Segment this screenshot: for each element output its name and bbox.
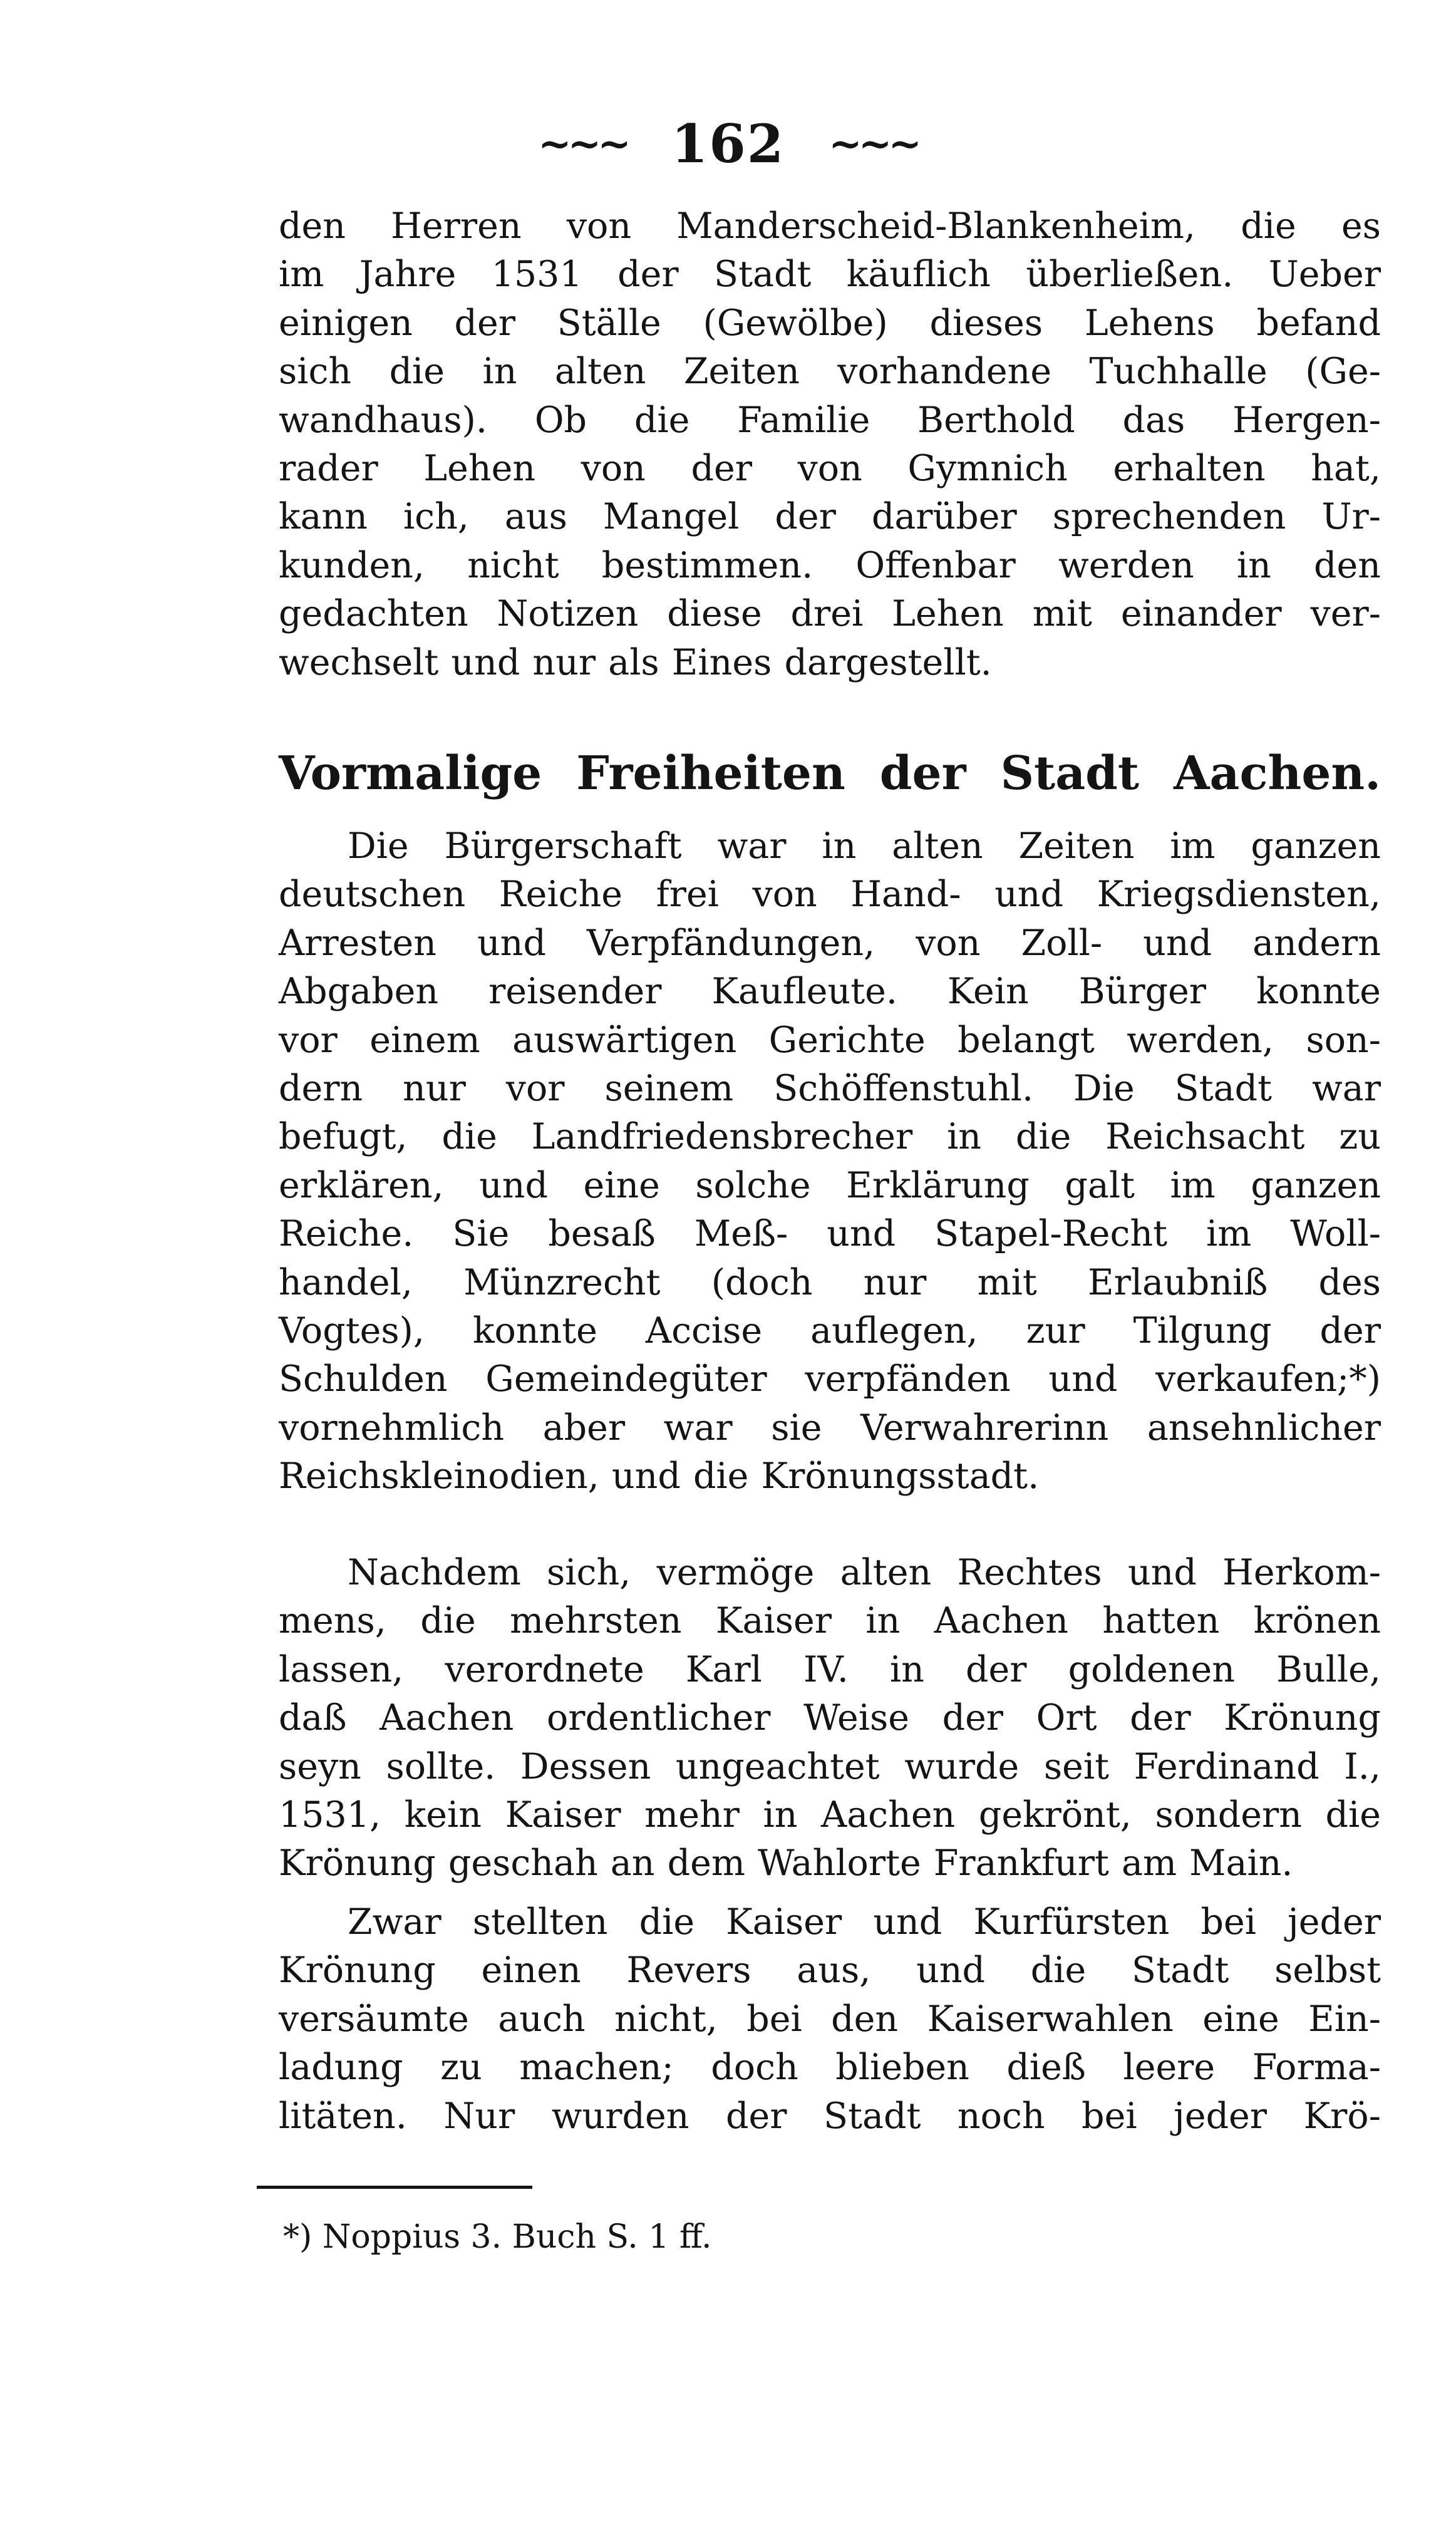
right-ornament: ~~~ (829, 120, 919, 167)
text-line: mens, die mehrsten Kaiser in Aachen hatten krönen (279, 1600, 1381, 1642)
text-line: 1531, kein Kaiser mehr in Aachen gekrönt, sondern die (279, 1794, 1381, 1836)
text-line: einigen der Ställe (Gewölbe) dieses Lehens befand (279, 302, 1381, 344)
text-line: kunden, nicht bestimmen. Offenbar werden in den (279, 544, 1381, 586)
text-line: Krönung geschah an dem Wahlorte Frankfurt am Main. (279, 1842, 1293, 1884)
paragraph-1 (279, 202, 1381, 687)
text-line: lassen, verordnete Karl IV. in der goldenen Bulle, (279, 1648, 1381, 1690)
text-line: befugt, die Landfriedensbrecher in die Reichsacht zu (279, 1116, 1381, 1158)
text-line: daß Aachen ordentlicher Weise der Ort der Krönung (279, 1697, 1381, 1739)
text-line: vornehmlich aber war sie Verwahrerinn ansehnlicher (279, 1407, 1381, 1449)
text-line: gedachten Notizen diese drei Lehen mit einander ver- (279, 593, 1381, 635)
text-line: Krönung einen Revers aus, und die Stadt selbst (279, 1950, 1381, 1992)
footnote-divider (257, 2186, 532, 2189)
text-line: den Herren von Manderscheid-Blankenheim, die es (279, 205, 1381, 247)
text-line: deutschen Reiche frei von Hand- und Kriegsdiensten, (279, 874, 1381, 916)
text-line: im Jahre 1531 der Stadt käuflich überließen. Ueber (279, 254, 1381, 296)
text-line: seyn sollte. Dessen ungeachtet wurde seit Ferdinand I., (279, 1745, 1381, 1787)
paragraph-3 (279, 1549, 1381, 1888)
paragraph-2 (279, 822, 1381, 1501)
text-line: erklären, und eine solche Erklärung galt im ganzen (279, 1164, 1381, 1206)
text-line: wechselt und nur als Eines dargestellt. (279, 641, 992, 683)
text-line: Arresten und Verpfändungen, von Zoll- und andern (279, 922, 1381, 964)
left-ornament: ~~~ (537, 120, 627, 167)
section-heading: Vormalige Freiheiten der Stadt Aachen. (279, 747, 1381, 800)
paragraph-4 (279, 1898, 1381, 2141)
text-line: handel, Münzrecht (doch nur mit Erlaubniß des (279, 1261, 1381, 1303)
text-line: Die Bürgerschaft war in alten Zeiten im ganzen (348, 825, 1381, 867)
text-line: vor einem auswärtigen Gerichte belangt werden, son- (279, 1019, 1381, 1061)
text-line: litäten. Nur wurden der Stadt noch bei jeder Krö- (279, 2095, 1381, 2137)
text-line: Reiche. Sie besaß Meß- und Stapel-Recht im Woll- (279, 1213, 1381, 1255)
text-line: versäumte auch nicht, bei den Kaiserwahlen eine Ein- (279, 1998, 1381, 2040)
text-line: Abgaben reisender Kaufleute. Kein Bürger konnte (279, 971, 1381, 1013)
text-line: Reichskleinodien, und die Krönungsstadt. (279, 1455, 1040, 1497)
page-header (0, 110, 1456, 178)
text-line: Nachdem sich, vermöge alten Rechtes und Herkom- (348, 1552, 1381, 1593)
text-line: wandhaus). Ob die Familie Berthold das Hergen- (279, 399, 1381, 441)
text-line: sich die in alten Zeiten vorhandene Tuchhalle (Ge- (279, 351, 1381, 393)
text-line: Vogtes), konnte Accise auflegen, zur Tilgung der (279, 1310, 1381, 1351)
text-line: dern nur vor seinem Schöffenstuhl. Die Stadt war (279, 1067, 1381, 1109)
footnote: *) Noppius 3. Buch S. 1 ff. (283, 2218, 712, 2256)
text-line: ladung zu machen; doch blieben dieß leere Forma- (279, 2047, 1381, 2089)
text-line: rader Lehen von der von Gymnich erhalten hat, (279, 447, 1381, 489)
text-line: kann ich, aus Mangel der darüber sprechenden Ur- (279, 496, 1381, 538)
text-line: Schulden Gemeindegüter verpfänden und verkaufen;*) (279, 1358, 1381, 1400)
page-number: 162 (671, 113, 785, 175)
text-line: Zwar stellten die Kaiser und Kurfürsten bei jeder (348, 1901, 1381, 1943)
